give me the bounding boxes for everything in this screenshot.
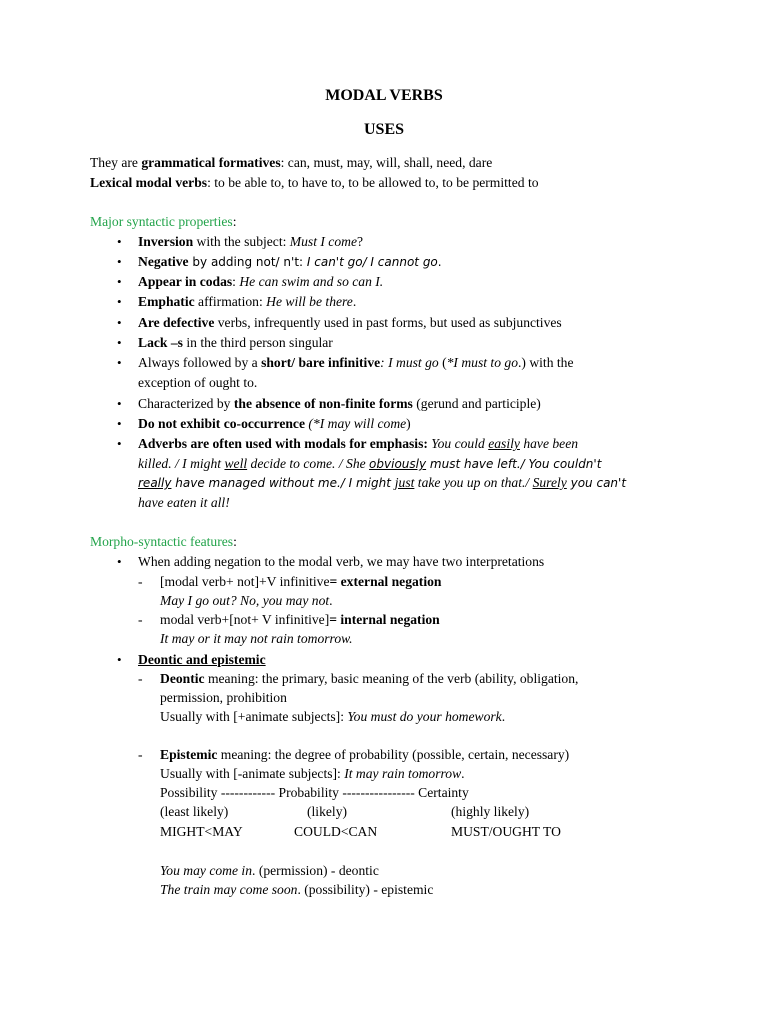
bullet-icon: • <box>117 416 122 431</box>
list-item: Are defective verbs, infrequently used in past forms, but used as subjunctives <box>138 315 562 330</box>
sub-item: Deontic meaning: the primary, basic meaning of the verb (ability, obligation, <box>160 671 579 686</box>
intro-line-2: Lexical modal verbs: to be able to, to have to, to be allowed to, to be permitted to <box>90 175 539 190</box>
example-epistemic: The train may come soon. (possibility) - epistemic <box>160 882 434 897</box>
example-deontic: You may come in. (permission) - deontic <box>160 863 379 878</box>
page-subtitle: USES <box>363 121 405 138</box>
sub-item: [modal verb+ not]+V infinitive= external negation <box>160 574 442 589</box>
bullet-icon: • <box>117 355 122 370</box>
dash-marker: - <box>138 612 143 627</box>
list-item-continuation: killed. / I might well decide to come. / She obviously must have left./ You couldn't <box>138 456 602 471</box>
list-item-continuation: exception of ought to. <box>138 375 258 390</box>
list-item: Negative by adding not/ n't: I can't go/ I cannot go. <box>138 254 442 269</box>
bullet-icon: • <box>117 335 122 350</box>
scale-modals-might: MIGHT<MAY <box>160 824 243 839</box>
bullet-icon: • <box>117 254 122 269</box>
list-item: Do not exhibit co-occurrence (*I may will come) <box>138 416 411 431</box>
list-item: Lack –s in the third person singular <box>138 335 333 350</box>
intro-line-1: They are grammatical formatives: can, must, may, will, shall, need, dare <box>90 155 493 170</box>
bullet-icon: • <box>117 436 122 451</box>
list-item: Adverbs are often used with modals for emphasis: You could easily have been <box>138 436 579 451</box>
list-item: Appear in codas: He can swim and so can I. <box>138 274 384 289</box>
bullet-icon: • <box>117 396 122 411</box>
list-item-continuation: have eaten it all! <box>138 495 230 510</box>
dash-marker: - <box>138 671 143 686</box>
list-item: Emphatic affirmation: He will be there. <box>138 294 357 309</box>
scale-label-likely: (likely) <box>307 804 348 819</box>
bullet-icon: • <box>117 274 122 289</box>
sub-item-continuation: Usually with [-animate subjects]: It may rain tomorrow. <box>160 766 465 781</box>
scale-label-highly: (highly likely) <box>451 804 530 819</box>
page-title: MODAL VERBS <box>325 87 443 104</box>
dash-marker: - <box>138 574 143 589</box>
list-item: Always followed by a short/ bare infinitive: I must go (*I must to go.) with the <box>138 355 574 370</box>
sub-item-continuation: Usually with [+animate subjects]: You must do your homework. <box>160 709 506 724</box>
sub-item-example: May I go out? No, you may not. <box>160 593 333 608</box>
bullet-icon: • <box>117 234 122 249</box>
list-item: Deontic and epistemic <box>138 652 266 667</box>
bullet-icon: • <box>117 652 122 667</box>
scale-modals-could: COULD<CAN <box>294 824 378 839</box>
sub-item-example: It may or it may not rain tomorrow. <box>160 631 353 646</box>
section-heading-major: Major syntactic properties: <box>90 214 237 229</box>
sub-item: modal verb+[not+ V infinitive]= internal negation <box>160 612 440 627</box>
dash-marker: - <box>138 747 143 762</box>
bullet-icon: • <box>117 554 122 569</box>
probability-scale: Possibility ------------ Probability ---------------- Certainty <box>160 785 469 800</box>
list-item: Characterized by the absence of non-finite forms (gerund and participle) <box>138 396 541 411</box>
list-item-continuation: really have managed without me./ I might just take you up on that./ Surely you can't <box>138 475 627 490</box>
list-item: Inversion with the subject: Must I come? <box>138 234 364 249</box>
sub-item-continuation: permission, prohibition <box>160 690 287 705</box>
sub-item: Epistemic meaning: the degree of probability (possible, certain, necessary) <box>160 747 570 762</box>
list-item: When adding negation to the modal verb, we may have two interpretations <box>138 554 545 569</box>
bullet-icon: • <box>117 315 122 330</box>
section-heading-morpho: Morpho-syntactic features: <box>90 534 237 549</box>
scale-modals-must: MUST/OUGHT TO <box>451 824 561 839</box>
bullet-icon: • <box>117 294 122 309</box>
scale-label-least: (least likely) <box>160 804 229 819</box>
